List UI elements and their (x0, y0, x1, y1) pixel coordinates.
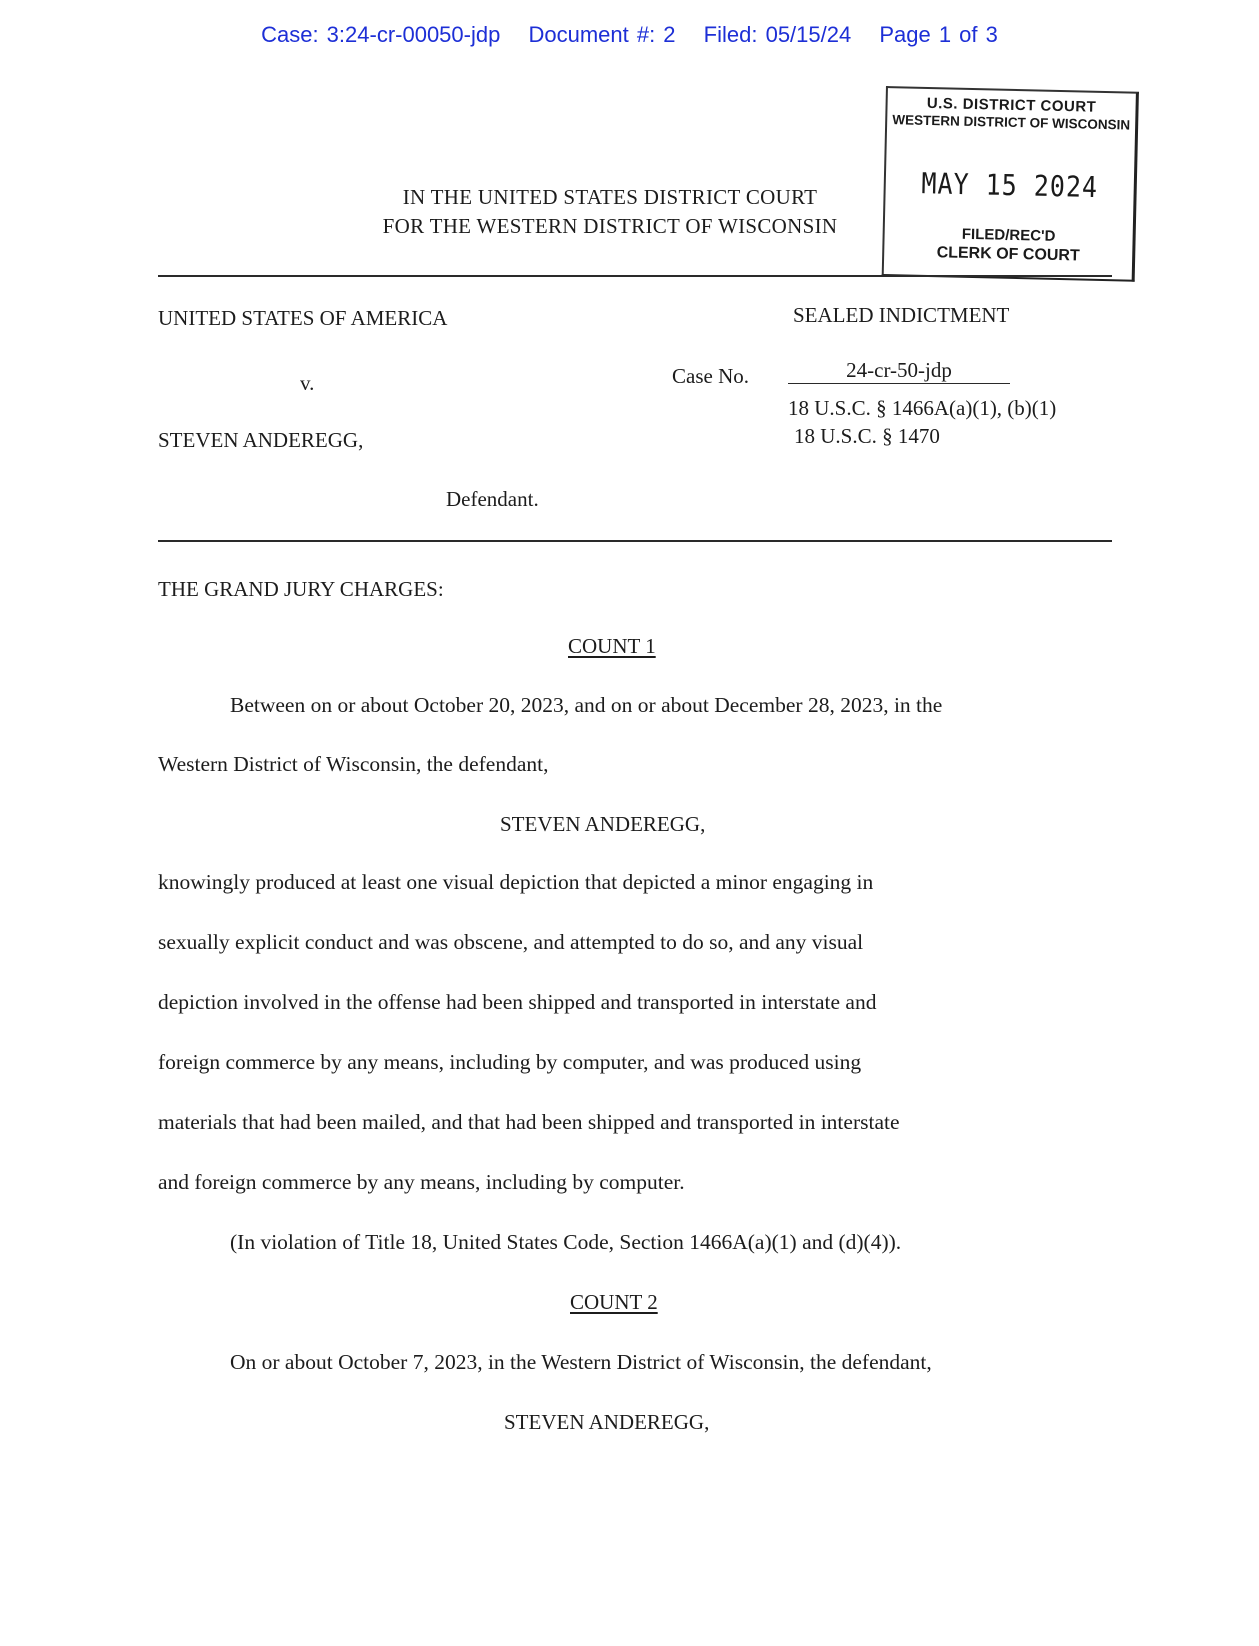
count-1-para-line-6: and foreign commerce by any means, including by computer. (158, 1170, 685, 1194)
versus: v. (300, 371, 315, 395)
count-1-line-2: Western District of Wisconsin, the defendant, (158, 752, 549, 776)
caption-top-rule (158, 275, 1112, 277)
defendant-label: Defendant. (446, 487, 539, 511)
count-2-heading: COUNT 2 (570, 1290, 658, 1314)
count-1-line-1: Between on or about October 20, 2023, and on or about December 28, 2023, in the (230, 693, 943, 717)
ecf-header (0, 22, 1259, 48)
ecf-page-indicator: Page 1 of 3 (879, 22, 998, 47)
count-1-heading: COUNT 1 (568, 634, 656, 658)
caption-bottom-rule (158, 540, 1112, 542)
stamp-district: WESTERN DISTRICT OF WISCONSIN (892, 112, 1131, 133)
count-1-para-line-4: foreign commerce by any means, including by computer, and was produced using (158, 1050, 862, 1074)
count-1-para-line-5: materials that had been mailed, and that had been shipped and transported in interstate (158, 1110, 900, 1134)
court-title-line1: IN THE UNITED STATES DISTRICT COURT (402, 185, 818, 209)
defendant-name: STEVEN ANDEREGG, (158, 428, 364, 452)
statute-citation-1: 18 U.S.C. § 1466A(a)(1), (b)(1) (788, 396, 1057, 420)
filing-stamp (882, 86, 1139, 282)
court-title-line2: FOR THE WESTERN DISTRICT OF WISCONSIN (382, 214, 838, 238)
case-number-field (788, 358, 1010, 384)
plaintiff-name: UNITED STATES OF AMERICA (158, 306, 448, 330)
ecf-case-number: Case: 3:24-cr-00050-jdp (261, 22, 501, 47)
count-1-para-line-2: sexually explicit conduct and was obscene, and attempted to do so, and any visual (158, 930, 864, 954)
case-number: 24-cr-50-jdp (788, 358, 1010, 384)
stamp-court: U.S. DISTRICT COURT (926, 94, 1097, 116)
ecf-document-number: Document #: 2 (528, 22, 676, 47)
stamp-clerk: CLERK OF COURT (936, 244, 1080, 265)
count-2-defendant: STEVEN ANDEREGG, (504, 1410, 710, 1434)
count-2-line-1: On or about October 7, 2023, in the Western District of Wisconsin, the defendant, (230, 1350, 932, 1374)
count-1-defendant: STEVEN ANDEREGG, (500, 812, 706, 836)
count-1-para-line-1: knowingly produced at least one visual depiction that depicted a minor engaging in (158, 870, 874, 894)
count-1-para-line-3: depiction involved in the offense had been shipped and transported in interstate and (158, 990, 877, 1014)
case-number-label: Case No. (672, 364, 749, 388)
ecf-filed-date: Filed: 05/15/24 (703, 22, 852, 47)
count-1-violation: (In violation of Title 18, United States Code, Section 1466A(a)(1) and (d)(4)). (230, 1230, 902, 1254)
grand-jury-charges: THE GRAND JURY CHARGES: (158, 577, 444, 601)
court-title (330, 183, 890, 241)
stamp-filed: FILED/REC'D (961, 225, 1056, 245)
statute-citation-2: 18 U.S.C. § 1470 (794, 424, 940, 448)
document-type: SEALED INDICTMENT (793, 303, 1010, 327)
stamp-date: MAY 15 2024 (921, 166, 1099, 205)
